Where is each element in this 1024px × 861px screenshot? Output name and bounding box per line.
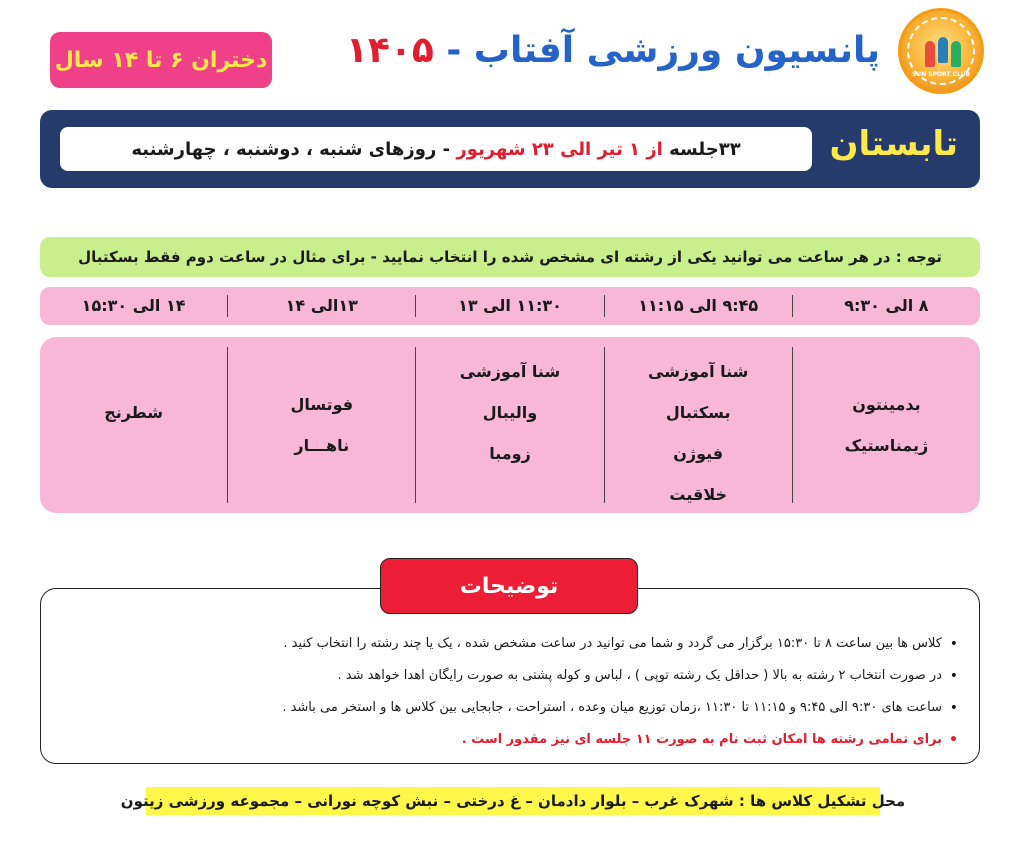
activity-item: شنا آموزشی [648,362,749,381]
athlete-figure-icon [925,41,935,67]
time-slot: ۸ الی ۹:۳۰ [792,295,980,317]
activity-item: خلاقیت [669,485,728,504]
activity-column [415,347,603,503]
sun-sport-club-logo [898,8,984,94]
activity-column [40,347,227,503]
time-slot: ۱۳الی ۱۴ [227,295,415,317]
descriptions-list [98,628,958,756]
activity-item: بدمینتون [852,395,921,414]
activity-column [792,347,980,503]
description-item: • کلاس ها بین ساعت ۸ تا ۱۵:۳۰ برگزار می گردد و شما می توانید در ساعت مشخص شده ، یک یا چند رشته را انتخاب کنید . [98,628,958,660]
time-slot: ۱۱:۳۰ الی ۱۳ [415,295,603,317]
activity-item: والیبال [482,403,538,422]
activity-item: فوتسال [290,395,354,414]
activity-item: شطرنج [104,403,163,422]
activity-item: زومبا [489,444,531,463]
description-item: • در صورت انتخاب ۲ رشته به بالا ( حداقل یک رشته توپی ) ، لباس و کوله پشتی به صورت رایگان اهدا خواهد شد . [98,660,958,692]
age-group-badge: دختران ۶ تا ۱۴ سال [50,32,272,88]
descriptions-title: توضیحات [380,558,638,614]
page-title [345,30,880,71]
athlete-figure-icon [951,41,961,67]
description-item: • ساعت های ۹:۳۰ الی ۹:۴۵ و ۱۱:۱۵ تا ۱۱:۳۰ ،زمان توزیع میان وعده ، استراحت ، جابجایی بین کلاس ها و استخر می باشد . [98,692,958,724]
logo-text: SUN SPORT CLUB [911,71,971,78]
description-highlight: • برای تمامی رشته ها امکان ثبت نام به صورت ۱۱ جلسه ای نیز مقدور است . [98,724,958,756]
activity-item: ژیمناستیک [844,436,929,455]
time-slot: ۱۴ الی ۱۵:۳۰ [81,296,186,315]
class-days: - روزهای شنبه ، دوشنبه ، چهارشنبه [131,138,451,160]
session-count: ۳۳جلسه [669,138,741,160]
activity-item: بسکتبال [665,403,731,422]
title-year: ۱۴۰۵ [345,30,434,71]
activity-item: ناهـــار [294,436,350,455]
season-bar [40,110,980,188]
activity-item: فیوژن [673,444,724,463]
time-slot: ۹:۴۵ الی ۱۱:۱۵ [604,295,792,317]
title-text: پانسیون ورزشی آفتاب - [433,30,880,71]
season-label: تابستان [829,124,958,164]
activity-column [604,347,792,503]
activity-column [227,347,415,503]
notice-bar: توجه : در هر ساعت می توانید یکی از رشته ای مشخص شده را انتخاب نمایید - برای مثال در ساعت دوم فقط بسکتبال [40,237,980,277]
athlete-figure-icon [938,37,948,63]
activities-table [40,337,980,513]
date-range: از ۱ تیر الی ۲۳ شهریور [456,138,663,160]
season-schedule-info [60,127,812,171]
time-slots-row [40,287,980,325]
activity-item: شنا آموزشی [459,362,561,381]
location-footer: محل تشکیل کلاس ها : شهرک غرب – بلوار دادمان – غ درختی – نبش کوچه نورانی – مجموعه ورزشی زیتون [146,787,880,815]
